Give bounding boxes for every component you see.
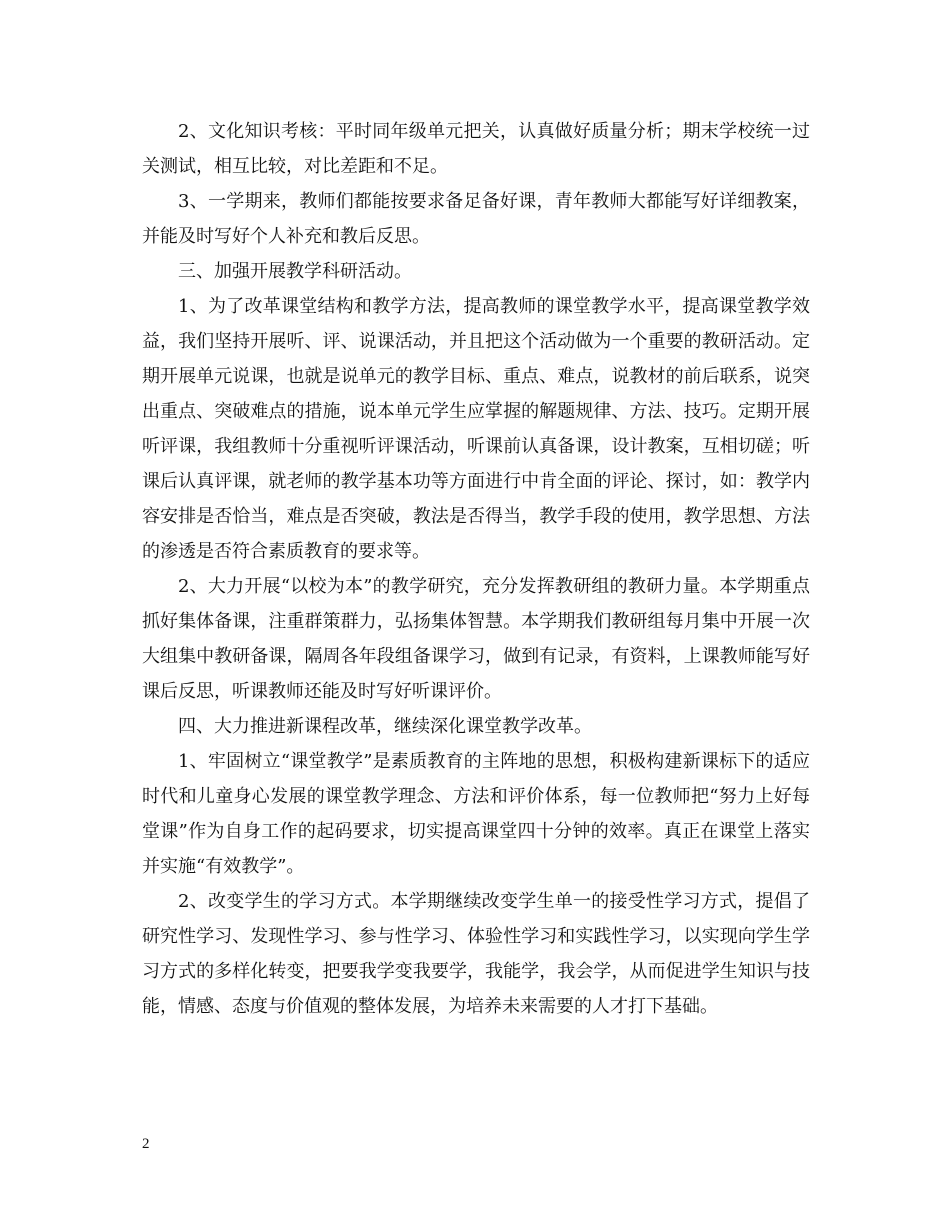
document-body — [142, 114, 810, 1024]
paragraph-1: 2、文化知识考核：平时同年级单元把关，认真做好质量分析；期末学校统一过关测试，相互比较，对比差距和不足。 — [142, 121, 810, 177]
paragraph-2: 3、一学期来，教师们都能按要求备足备好课，青年教师大都能写好详细教案，并能及时写好个人补充和教后反思。 — [142, 191, 810, 247]
paragraph-7: 1、牢固树立“课堂教学”是素质教育的主阵地的思想，积极构建新课标下的适应时代和儿童身心发展的课堂教学理念、方法和评价体系，每一位教师把“努力上好每堂课”作为自身工作的起码要求，切实提高课堂四十分钟的效率。真正在课堂上落实并实施“有效教学”。 — [142, 751, 810, 877]
paragraph-5: 2、大力开展“以校为本”的教学研究，充分发挥教研组的教研力量。本学期重点抓好集体备课，注重群策群力，弘扬集体智慧。本学期我们教研组每月集中开展一次大组集中教研备课，隔周各年段组备课学习，做到有记录，有资料，上课教师能写好课后反思，听课教师还能及时写好听课评价。 — [142, 576, 810, 702]
paragraph-8: 2、改变学生的学习方式。本学期继续改变学生单一的接受性学习方式，提倡了研究性学习、发现性学习、参与性学习、体验性学习和实践性学习，以实现向学生学习方式的多样化转变，把要我学变我要学，我能学，我会学，从而促进学生知识与技能，情感、态度与价值观的整体发展，为培养未来需要的人才打下基础。 — [142, 891, 810, 1017]
paragraph-4: 1、为了改革课堂结构和教学方法，提高教师的课堂教学水平，提高课堂教学效益，我们坚持开展听、评、说课活动，并且把这个活动做为一个重要的教研活动。定期开展单元说课，也就是说单元的教学目标、重点、难点，说教材的前后联系，说突出重点、突破难点的措施，说本单元学生应掌握的解题规律、方法、技巧。定期开展听评课，我组教师十分重视听评课活动，听课前认真备课，设计教案，互相切磋；听课后认真评课，就老师的教学基本功等方面进行中肯全面的评论、探讨，如：教学内容安排是否恰当，难点是否突破，教法是否得当，教学手段的使用，教学思想、方法的渗透是否符合素质教育的要求等。 — [142, 296, 810, 562]
section-heading-3: 三、加强开展教学科研活动。 — [178, 261, 412, 282]
section-heading-4: 四、大力推进新课程改革，继续深化课堂教学改革。 — [178, 716, 592, 737]
page-number: 2 — [142, 1136, 150, 1152]
